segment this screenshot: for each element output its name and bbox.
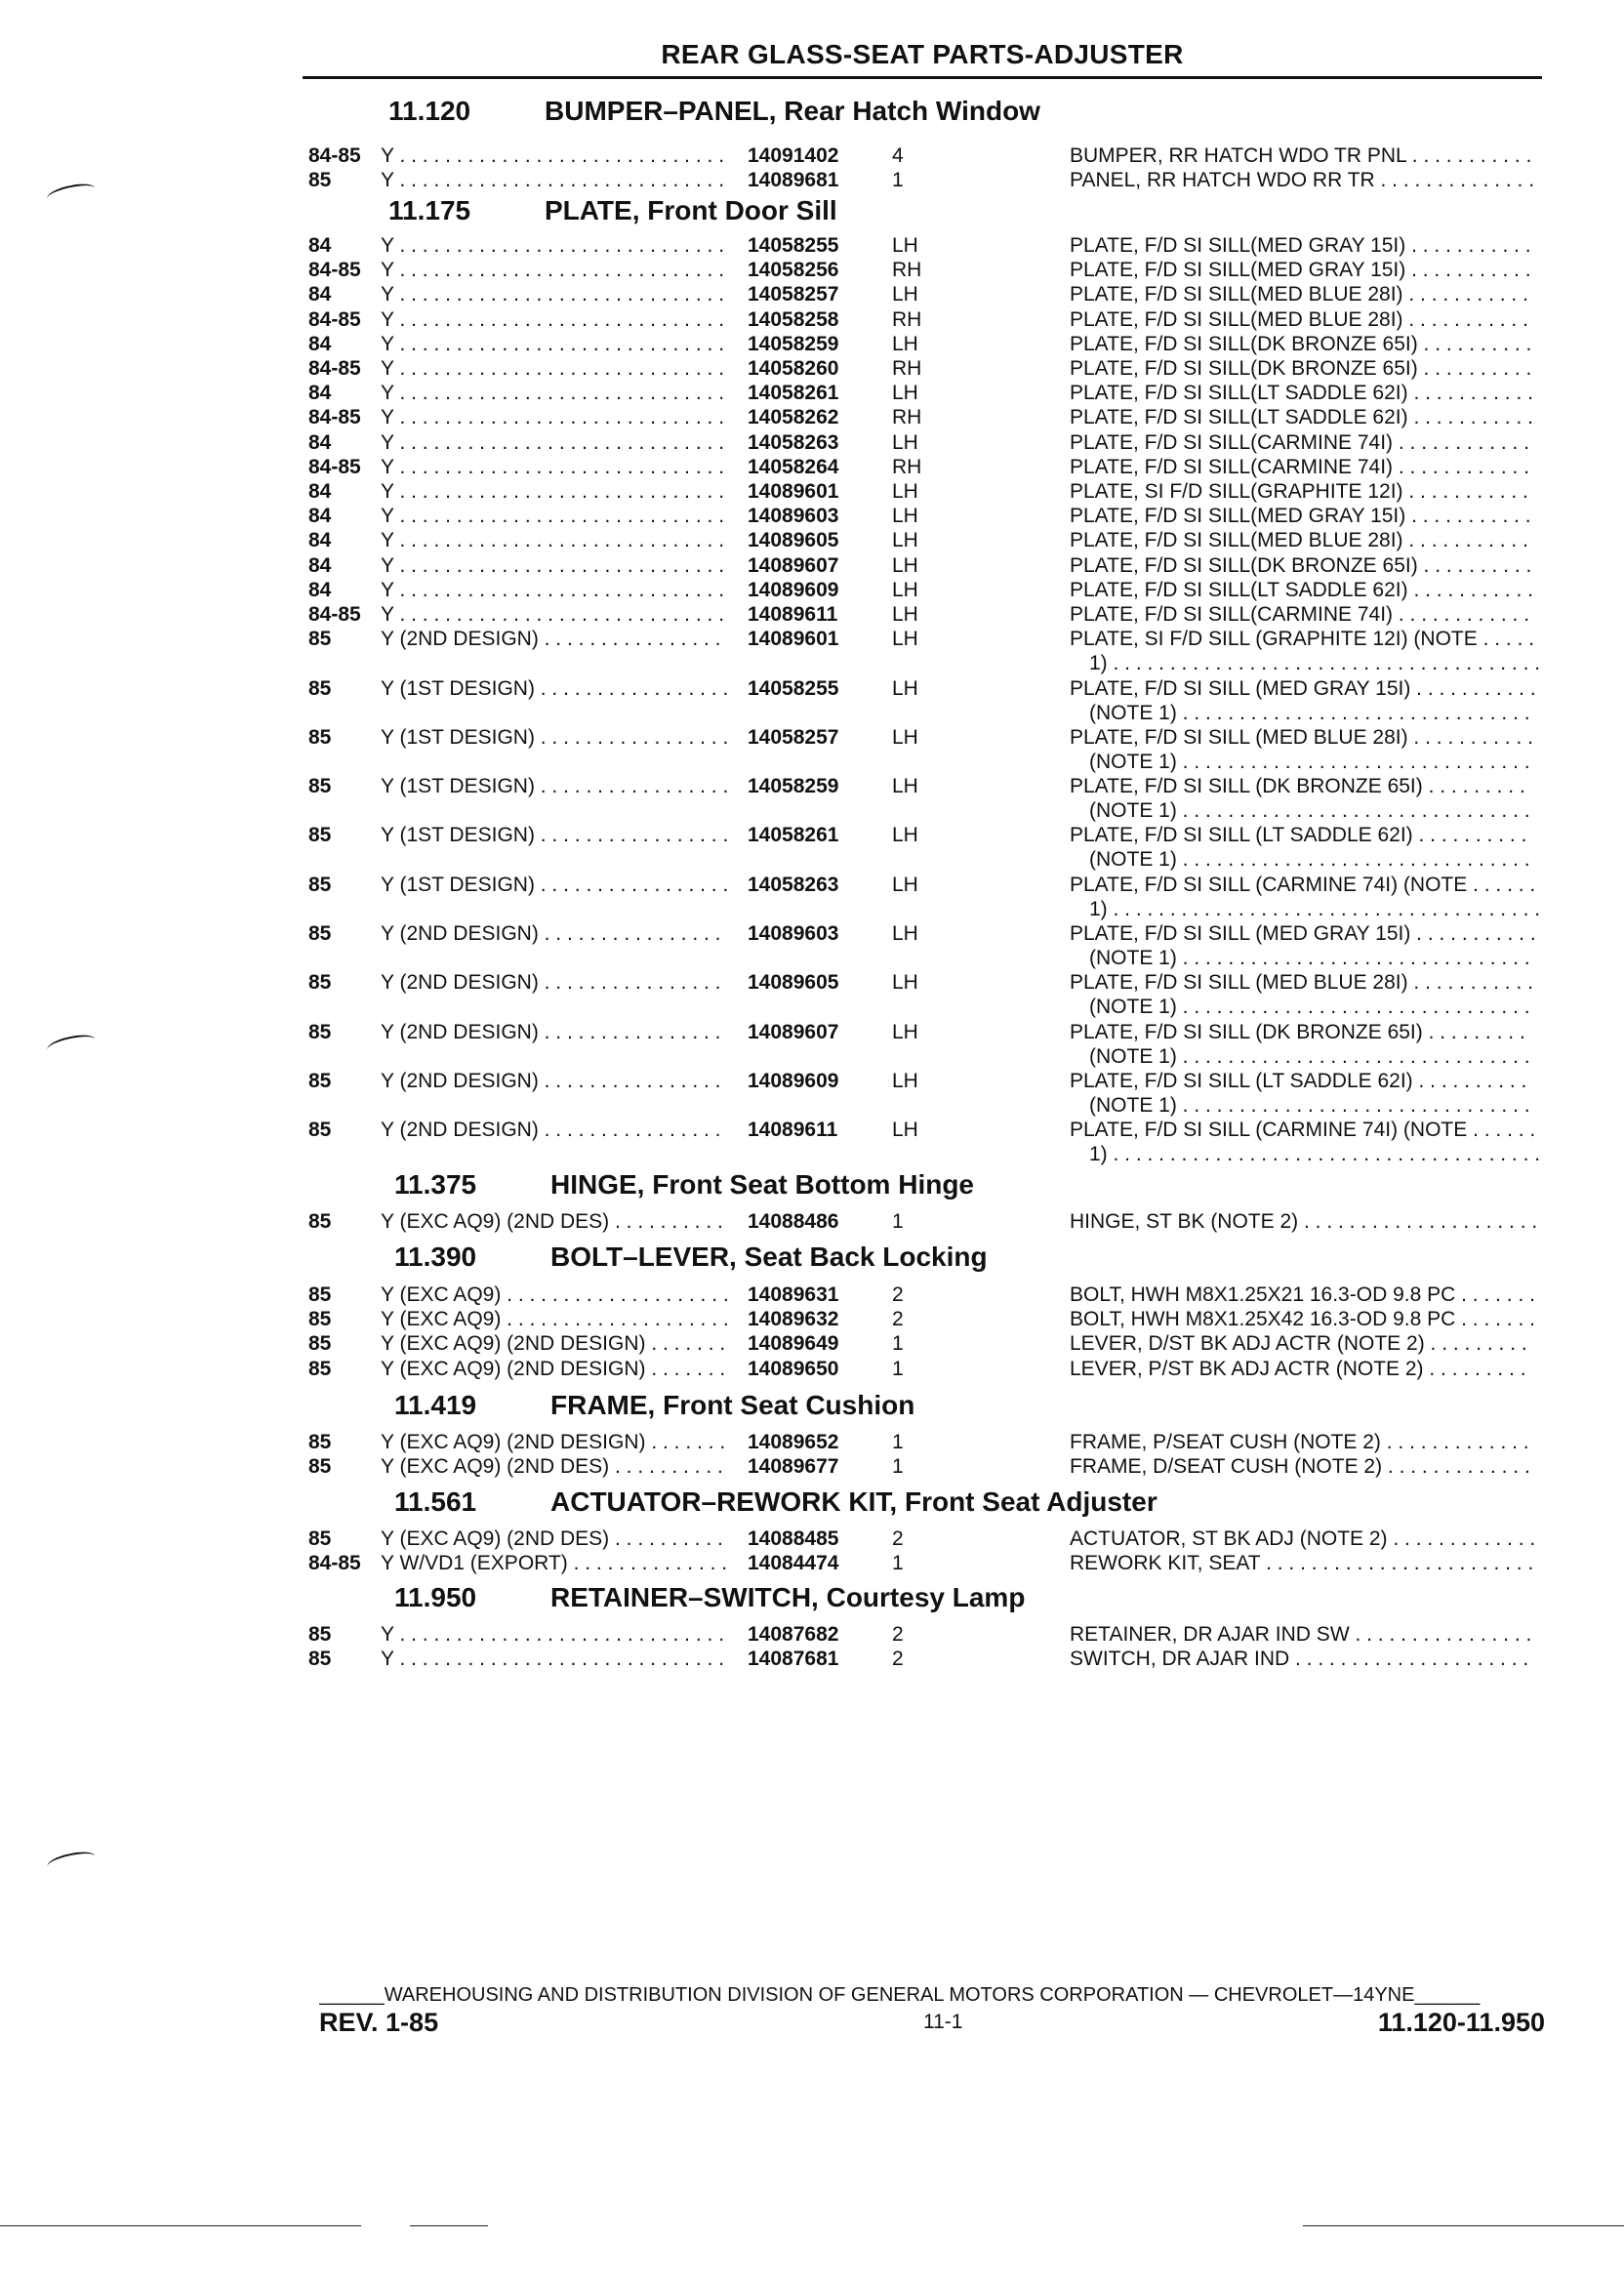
section-code: 11.390 [394,1242,477,1272]
year-cell: 85 [308,1119,332,1141]
description-cell: PLATE, F/D SI SILL(DK BRONZE 65I) . . . . . . . . . . [1070,333,1532,355]
part-number-cell: 14089603 [748,922,839,945]
part-row [308,1070,1542,1093]
part-row [308,1623,1542,1647]
part-number-cell: 14089652 [748,1431,839,1453]
year-cell: 84-85 [308,406,361,428]
model-cell: Y (2ND DESIGN) . . . . . . . . . . . . . . . . [381,1021,721,1043]
part-number-cell: 14058255 [748,677,839,700]
description-cell: FRAME, P/SEAT CUSH (NOTE 2) . . . . . . . . . . . . . [1070,1431,1529,1453]
part-number-cell: 14058256 [748,259,839,281]
quantity-cell: 2 [892,1308,904,1330]
model-cell: Y . . . . . . . . . . . . . . . . . . . . . . . . . . . . . [381,357,725,380]
section-heading [394,1169,974,1201]
part-row [308,308,1542,332]
year-cell: 84 [308,283,332,305]
quantity-cell: LH [892,874,918,896]
year-cell: 85 [308,1527,332,1550]
description-cell: PLATE, F/D SI SILL(DK BRONZE 65I) . . . . . . . . . . [1070,357,1532,380]
year-cell: 85 [308,1455,332,1478]
part-number-cell: 14089632 [748,1308,839,1330]
quantity-cell: LH [892,726,918,749]
description-continuation: (NOTE 1) . . . . . . . . . . . . . . . . . . . . . . . . . . . . . . . [1089,1045,1530,1068]
model-cell: Y (EXC AQ9) (2ND DES) . . . . . . . . . . [381,1455,723,1478]
part-row [308,1358,1542,1381]
year-cell: 84-85 [308,1552,361,1574]
section-heading [394,1582,1025,1613]
year-cell: 85 [308,824,332,846]
model-cell: Y . . . . . . . . . . . . . . . . . . . . . . . . . . . . . [381,283,725,305]
year-cell: 85 [308,1648,332,1670]
part-row-continuation [308,848,1542,872]
model-cell: Y (EXC AQ9) (2ND DES) . . . . . . . . . . [381,1527,723,1550]
model-cell: Y . . . . . . . . . . . . . . . . . . . . . . . . . . . . . [381,480,725,503]
year-cell: 85 [308,971,332,994]
part-row [308,234,1542,258]
description-cell: RETAINER, DR AJAR IND SW . . . . . . . . . . . . . . . . [1070,1623,1532,1646]
quantity-cell: LH [892,775,918,797]
part-row [308,726,1542,750]
section-code: 11.375 [394,1169,477,1200]
footer-division-text: WAREHOUSING AND DISTRIBUTION DIVISION OF GENERAL MOTORS CORPORATION — CHEVROLET—14YNE [384,1984,1415,2006]
year-cell: 84-85 [308,308,361,331]
description-continuation: (NOTE 1) . . . . . . . . . . . . . . . . . . . . . . . . . . . . . . . [1089,996,1530,1018]
part-row [308,971,1542,995]
section-name: FRAME, Front Seat Cushion [550,1390,915,1420]
year-cell: 84-85 [308,456,361,478]
part-number-cell: 14089601 [748,628,839,650]
year-cell: 85 [308,1210,332,1233]
part-number-cell: 14089650 [748,1358,839,1380]
year-cell: 84 [308,554,332,577]
description-cell: PLATE, F/D SI SILL(CARMINE 74I) . . . . . . . . . . . . [1070,456,1530,478]
section-heading [388,195,837,226]
quantity-cell: 1 [892,1358,904,1380]
quantity-cell: 1 [892,1210,904,1233]
part-row [308,144,1542,168]
model-cell: Y (1ST DESIGN) . . . . . . . . . . . . . . . . . [381,775,729,797]
model-cell: Y (2ND DESIGN) . . . . . . . . . . . . . . . . [381,1119,721,1141]
quantity-cell: LH [892,628,918,650]
description-continuation: 1) . . . . . . . . . . . . . . . . . . . . . . . . . . . . . . . . . . . . . . [1089,652,1541,674]
section-heading [394,1390,914,1421]
year-cell: 85 [308,1283,332,1306]
section-name: RETAINER–SWITCH, Courtesy Lamp [550,1582,1026,1612]
description-continuation: (NOTE 1) . . . . . . . . . . . . . . . . . . . . . . . . . . . . . . . [1089,751,1530,773]
description-cell: PLATE, F/D SI SILL(MED GRAY 15I) . . . . . . . . . . . [1070,259,1531,281]
model-cell: Y . . . . . . . . . . . . . . . . . . . . . . . . . . . . . [381,144,725,167]
part-row-continuation [308,1045,1542,1069]
part-row [308,775,1542,798]
description-cell: PLATE, F/D SI SILL (MED GRAY 15I) . . . . . . . . . . . [1070,677,1536,700]
part-number-cell: 14058259 [748,333,839,355]
year-cell: 85 [308,874,332,896]
part-row-continuation [308,898,1542,921]
description-cell: BOLT, HWH M8X1.25X21 16.3-OD 9.8 PC . . . . . . . [1070,1283,1535,1306]
part-row [308,1552,1542,1575]
description-cell: PLATE, F/D SI SILL (MED GRAY 15I) . . . . . . . . . . . [1070,922,1536,945]
quantity-cell: RH [892,406,922,428]
part-row-continuation [308,947,1542,970]
model-cell: Y (EXC AQ9) (2ND DESIGN) . . . . . . . [381,1358,726,1380]
part-row [308,874,1542,897]
page-title: REAR GLASS-SEAT PARTS-ADJUSTER [661,39,1184,69]
description-cell: PLATE, SI F/D SILL (GRAPHITE 12I) (NOTE . . . . . [1070,628,1535,650]
section-name: ACTUATOR–REWORK KIT, Front Seat Adjuster [550,1486,1157,1517]
model-cell: Y . . . . . . . . . . . . . . . . . . . . . . . . . . . . . [381,554,725,577]
description-cell: BOLT, HWH M8X1.25X42 16.3-OD 9.8 PC . . . . . . . [1070,1308,1535,1330]
quantity-cell: 2 [892,1648,904,1670]
description-continuation: (NOTE 1) . . . . . . . . . . . . . . . . . . . . . . . . . . . . . . . [1089,947,1530,969]
year-cell: 85 [308,628,332,650]
model-cell: Y . . . . . . . . . . . . . . . . . . . . . . . . . . . . . [381,333,725,355]
part-number-cell: 14089677 [748,1455,839,1478]
footer-division: ______WAREHOUSING AND DISTRIBUTION DIVISION OF GENERAL MOTORS CORPORATION — CHEVROLET—14YNE______ [319,1984,1481,2006]
model-cell: Y (1ST DESIGN) . . . . . . . . . . . . . . . . . [381,824,729,846]
model-cell: Y (2ND DESIGN) . . . . . . . . . . . . . . . . [381,922,721,945]
quantity-cell: LH [892,234,918,257]
model-cell: Y (EXC AQ9) (2ND DES) . . . . . . . . . . [381,1210,723,1233]
part-row [308,677,1542,701]
section-code: 11.561 [394,1486,477,1517]
description-cell: PLATE, F/D SI SILL (LT SADDLE 62I) . . . . . . . . . . [1070,1070,1527,1092]
part-row-continuation [308,751,1542,774]
part-number-cell: 14088485 [748,1527,839,1550]
part-row [308,505,1542,528]
quantity-cell: 1 [892,1431,904,1453]
part-number-cell: 14089601 [748,480,839,503]
description-continuation: (NOTE 1) . . . . . . . . . . . . . . . . . . . . . . . . . . . . . . . [1089,1094,1530,1117]
quantity-cell: 2 [892,1527,904,1550]
part-number-cell: 14058261 [748,824,839,846]
quantity-cell: RH [892,357,922,380]
part-number-cell: 14058261 [748,382,839,404]
part-row [308,259,1542,282]
description-cell: PLATE, F/D SI SILL (DK BRONZE 65I) . . . . . . . . . [1070,775,1525,797]
part-row-continuation [308,1094,1542,1118]
description-cell: PLATE, F/D SI SILL (MED BLUE 28I) . . . . . . . . . . . [1070,726,1533,749]
part-number-cell: 14058257 [748,283,839,305]
model-cell: Y . . . . . . . . . . . . . . . . . . . . . . . . . . . . . [381,1648,725,1670]
model-cell: Y (EXC AQ9) . . . . . . . . . . . . . . . . . . . . [381,1283,729,1306]
quantity-cell: LH [892,480,918,503]
description-cell: PLATE, F/D SI SILL (DK BRONZE 65I) . . . . . . . . . [1070,1021,1525,1043]
part-number-cell: 14058255 [748,234,839,257]
year-cell: 85 [308,1358,332,1380]
section-code: 11.120 [388,96,471,126]
model-cell: Y . . . . . . . . . . . . . . . . . . . . . . . . . . . . . [381,234,725,257]
year-cell: 84-85 [308,357,361,380]
part-number-cell: 14089603 [748,505,839,527]
quantity-cell: LH [892,283,918,305]
quantity-cell: LH [892,1119,918,1141]
quantity-cell: 2 [892,1623,904,1646]
quantity-cell: LH [892,971,918,994]
year-cell: 84 [308,234,332,257]
part-number-cell: 14089611 [748,1119,838,1141]
part-row [308,1210,1542,1234]
part-row [308,1119,1542,1142]
year-cell: 85 [308,677,332,700]
quantity-cell: LH [892,922,918,945]
part-row [308,1648,1542,1671]
description-cell: PLATE, F/D SI SILL(DK BRONZE 65I) . . . . . . . . . . [1070,554,1532,577]
model-cell: Y . . . . . . . . . . . . . . . . . . . . . . . . . . . . . [381,382,725,404]
part-row-continuation [308,702,1542,725]
description-cell: REWORK KIT, SEAT . . . . . . . . . . . . . . . . . . . . . . . . [1070,1552,1534,1574]
quantity-cell: LH [892,1070,918,1092]
part-row [308,554,1542,578]
part-number-cell: 14058262 [748,406,839,428]
quantity-cell: LH [892,677,918,700]
part-number-cell: 14089605 [748,529,839,551]
part-row [308,824,1542,847]
page-edge-line [1303,2225,1624,2226]
section-name: HINGE, Front Seat Bottom Hinge [550,1169,974,1200]
model-cell: Y . . . . . . . . . . . . . . . . . . . . . . . . . . . . . [381,603,725,626]
description-cell: PLATE, F/D SI SILL (CARMINE 74I) (NOTE . . . . . . [1070,1119,1536,1141]
part-row [308,1021,1542,1044]
year-cell: 84-85 [308,603,361,626]
quantity-cell: LH [892,333,918,355]
year-cell: 84 [308,505,332,527]
description-continuation: (NOTE 1) . . . . . . . . . . . . . . . . . . . . . . . . . . . . . . . [1089,848,1530,871]
year-cell: 84 [308,579,332,601]
part-number-cell: 14089607 [748,1021,839,1043]
description-cell: PLATE, SI F/D SILL(GRAPHITE 12I) . . . . . . . . . . . [1070,480,1528,503]
part-number-cell: 14089609 [748,579,839,601]
quantity-cell: 1 [892,1552,904,1574]
description-cell: PANEL, RR HATCH WDO RR TR . . . . . . . . . . . . . . [1070,169,1535,191]
part-number-cell: 14084474 [748,1552,839,1574]
part-number-cell: 14089605 [748,971,839,994]
section-code: 11.175 [388,195,471,225]
model-cell: Y . . . . . . . . . . . . . . . . . . . . . . . . . . . . . [381,169,725,191]
section-code: 11.950 [394,1582,477,1612]
year-cell: 84 [308,480,332,503]
revision-label: REV. 1-85 [319,2008,439,2037]
description-cell: ACTUATOR, ST BK ADJ (NOTE 2) . . . . . . . . . . . . . [1070,1527,1536,1550]
section-code: 11.419 [394,1390,477,1420]
part-row [308,382,1542,405]
binder-hole-mark [46,1032,97,1057]
part-row-continuation [308,799,1542,823]
year-cell: 85 [308,169,332,191]
part-number-cell: 14058260 [748,357,839,380]
year-cell: 85 [308,1332,332,1355]
part-row [308,922,1542,946]
year-cell: 84 [308,431,332,454]
year-cell: 84 [308,382,332,404]
model-cell: Y . . . . . . . . . . . . . . . . . . . . . . . . . . . . . [381,579,725,601]
year-cell: 84 [308,529,332,551]
quantity-cell: 4 [892,144,904,167]
year-cell: 85 [308,1308,332,1330]
section-heading [394,1486,1157,1518]
description-cell: PLATE, F/D SI SILL(MED GRAY 15I) . . . . . . . . . . . [1070,505,1531,527]
part-row [308,169,1542,192]
description-cell: PLATE, F/D SI SILL(LT SADDLE 62I) . . . . . . . . . . . [1070,382,1533,404]
description-cell: PLATE, F/D SI SILL(LT SADDLE 62I) . . . . . . . . . . . [1070,579,1533,601]
quantity-cell: LH [892,1021,918,1043]
part-row [308,529,1542,552]
description-cell: PLATE, F/D SI SILL(CARMINE 74I) . . . . . . . . . . . . [1070,603,1530,626]
part-row [308,480,1542,504]
part-number-cell: 14087681 [748,1648,839,1670]
quantity-cell: RH [892,259,922,281]
description-cell: BUMPER, RR HATCH WDO TR PNL . . . . . . . . . . . [1070,144,1532,167]
description-continuation: (NOTE 1) . . . . . . . . . . . . . . . . . . . . . . . . . . . . . . . [1089,799,1530,822]
model-cell: Y (2ND DESIGN) . . . . . . . . . . . . . . . . [381,971,721,994]
model-cell: Y (1ST DESIGN) . . . . . . . . . . . . . . . . . [381,677,729,700]
description-cell: HINGE, ST BK (NOTE 2) . . . . . . . . . . . . . . . . . . . . . [1070,1210,1538,1233]
model-cell: Y . . . . . . . . . . . . . . . . . . . . . . . . . . . . . [381,456,725,478]
model-cell: Y (EXC AQ9) (2ND DESIGN) . . . . . . . [381,1332,726,1355]
part-number-cell: 14058259 [748,775,839,797]
part-row-continuation [308,1143,1542,1166]
model-cell: Y (1ST DESIGN) . . . . . . . . . . . . . . . . . [381,874,729,896]
part-row [308,579,1542,602]
part-row [308,406,1542,429]
description-continuation: 1) . . . . . . . . . . . . . . . . . . . . . . . . . . . . . . . . . . . . . . [1089,898,1541,920]
part-row [308,1527,1542,1551]
binder-hole-mark [46,181,97,206]
part-number-cell: 14089609 [748,1070,839,1092]
part-row [308,357,1542,381]
title-rule [303,76,1542,79]
model-cell: Y . . . . . . . . . . . . . . . . . . . . . . . . . . . . . [381,308,725,331]
quantity-cell: LH [892,579,918,601]
description-cell: PLATE, F/D SI SILL(MED BLUE 28I) . . . . . . . . . . . [1070,529,1528,551]
part-row [308,283,1542,306]
description-cell: PLATE, F/D SI SILL(LT SADDLE 62I) . . . . . . . . . . . [1070,406,1533,428]
quantity-cell: LH [892,382,918,404]
quantity-cell: LH [892,431,918,454]
year-cell: 85 [308,1021,332,1043]
description-cell: SWITCH, DR AJAR IND . . . . . . . . . . . . . . . . . . . . . [1070,1648,1529,1670]
part-row-continuation [308,652,1542,675]
part-row [308,628,1542,651]
part-number-cell: 14091402 [748,144,839,167]
part-number-cell: 14058258 [748,308,839,331]
description-cell: FRAME, D/SEAT CUSH (NOTE 2) . . . . . . . . . . . . . [1070,1455,1530,1478]
year-cell: 84-85 [308,144,361,167]
section-name: BUMPER–PANEL, Rear Hatch Window [545,96,1040,126]
description-continuation: (NOTE 1) . . . . . . . . . . . . . . . . . . . . . . . . . . . . . . . [1089,702,1530,724]
part-row [308,1283,1542,1307]
quantity-cell: LH [892,824,918,846]
description-cell: PLATE, F/D SI SILL(MED GRAY 15I) . . . . . . . . . . . [1070,234,1531,257]
part-number-cell: 14089649 [748,1332,839,1355]
model-cell: Y (2ND DESIGN) . . . . . . . . . . . . . . . . [381,628,721,650]
quantity-cell: 1 [892,1455,904,1478]
description-cell: PLATE, F/D SI SILL (CARMINE 74I) (NOTE . . . . . . [1070,874,1536,896]
year-cell: 85 [308,1070,332,1092]
model-cell: Y (1ST DESIGN) . . . . . . . . . . . . . . . . . [381,726,729,749]
part-number-cell: 14058257 [748,726,839,749]
part-row [308,1431,1542,1454]
section-name: PLATE, Front Door Sill [545,195,837,225]
model-cell: Y (2ND DESIGN) . . . . . . . . . . . . . . . . [381,1070,721,1092]
part-row [308,456,1542,479]
year-cell: 85 [308,922,332,945]
year-cell: 84-85 [308,259,361,281]
model-cell: Y . . . . . . . . . . . . . . . . . . . . . . . . . . . . . [381,406,725,428]
model-cell: Y . . . . . . . . . . . . . . . . . . . . . . . . . . . . . [381,505,725,527]
quantity-cell: LH [892,554,918,577]
part-number-cell: 14058263 [748,431,839,454]
year-cell: 85 [308,1623,332,1646]
quantity-cell: RH [892,456,922,478]
part-number-cell: 14089607 [748,554,839,577]
description-cell: LEVER, D/ST BK ADJ ACTR (NOTE 2) . . . . . . . . . [1070,1332,1527,1355]
year-cell: 85 [308,1431,332,1453]
part-row [308,431,1542,455]
model-cell: Y W/VD1 (EXPORT) . . . . . . . . . . . . . . [381,1552,728,1574]
model-cell: Y . . . . . . . . . . . . . . . . . . . . . . . . . . . . . [381,259,725,281]
page-edge-line [0,2225,361,2226]
description-cell: LEVER, P/ST BK ADJ ACTR (NOTE 2) . . . . . . . . . [1070,1358,1526,1380]
quantity-cell: LH [892,529,918,551]
section-heading [388,96,1040,127]
description-cell: PLATE, F/D SI SILL (LT SADDLE 62I) . . . . . . . . . . [1070,824,1527,846]
part-row [308,1455,1542,1479]
section-heading [394,1242,988,1273]
description-cell: PLATE, F/D SI SILL (MED BLUE 28I) . . . . . . . . . . . [1070,971,1533,994]
part-number-cell: 14089631 [748,1283,839,1306]
quantity-cell: RH [892,308,922,331]
model-cell: Y (EXC AQ9) . . . . . . . . . . . . . . . . . . . . [381,1308,729,1330]
part-row [308,603,1542,627]
part-row [308,333,1542,356]
part-number-cell: 14087682 [748,1623,839,1646]
part-row [308,1308,1542,1331]
quantity-cell: 1 [892,1332,904,1355]
year-cell: 85 [308,775,332,797]
model-cell: Y . . . . . . . . . . . . . . . . . . . . . . . . . . . . . [381,1623,725,1646]
part-number-cell: 14089611 [748,603,838,626]
part-number-cell: 14058264 [748,456,839,478]
description-cell: PLATE, F/D SI SILL(MED BLUE 28I) . . . . . . . . . . . [1070,308,1528,331]
page-number: 11-1 [923,2011,963,2033]
quantity-cell: LH [892,505,918,527]
model-cell: Y . . . . . . . . . . . . . . . . . . . . . . . . . . . . . [381,529,725,551]
description-continuation: 1) . . . . . . . . . . . . . . . . . . . . . . . . . . . . . . . . . . . . . . [1089,1143,1541,1165]
section-name: BOLT–LEVER, Seat Back Locking [550,1242,988,1272]
model-cell: Y (EXC AQ9) (2ND DESIGN) . . . . . . . [381,1431,726,1453]
part-number-cell: 14088486 [748,1210,839,1233]
year-cell: 85 [308,726,332,749]
model-cell: Y . . . . . . . . . . . . . . . . . . . . . . . . . . . . . [381,431,725,454]
quantity-cell: 1 [892,169,904,191]
quantity-cell: 2 [892,1283,904,1306]
description-cell: PLATE, F/D SI SILL(CARMINE 74I) . . . . . . . . . . . . [1070,431,1530,454]
description-cell: PLATE, F/D SI SILL(MED BLUE 28I) . . . . . . . . . . . [1070,283,1528,305]
part-row [308,1332,1542,1356]
part-number-cell: 14089681 [748,169,839,191]
binder-hole-mark [46,1849,97,1874]
part-row-continuation [308,996,1542,1019]
year-cell: 84 [308,333,332,355]
part-number-cell: 14058263 [748,874,839,896]
section-range: 11.120-11.950 [1377,2008,1545,2037]
page-edge-line [410,2225,488,2226]
quantity-cell: LH [892,603,918,626]
